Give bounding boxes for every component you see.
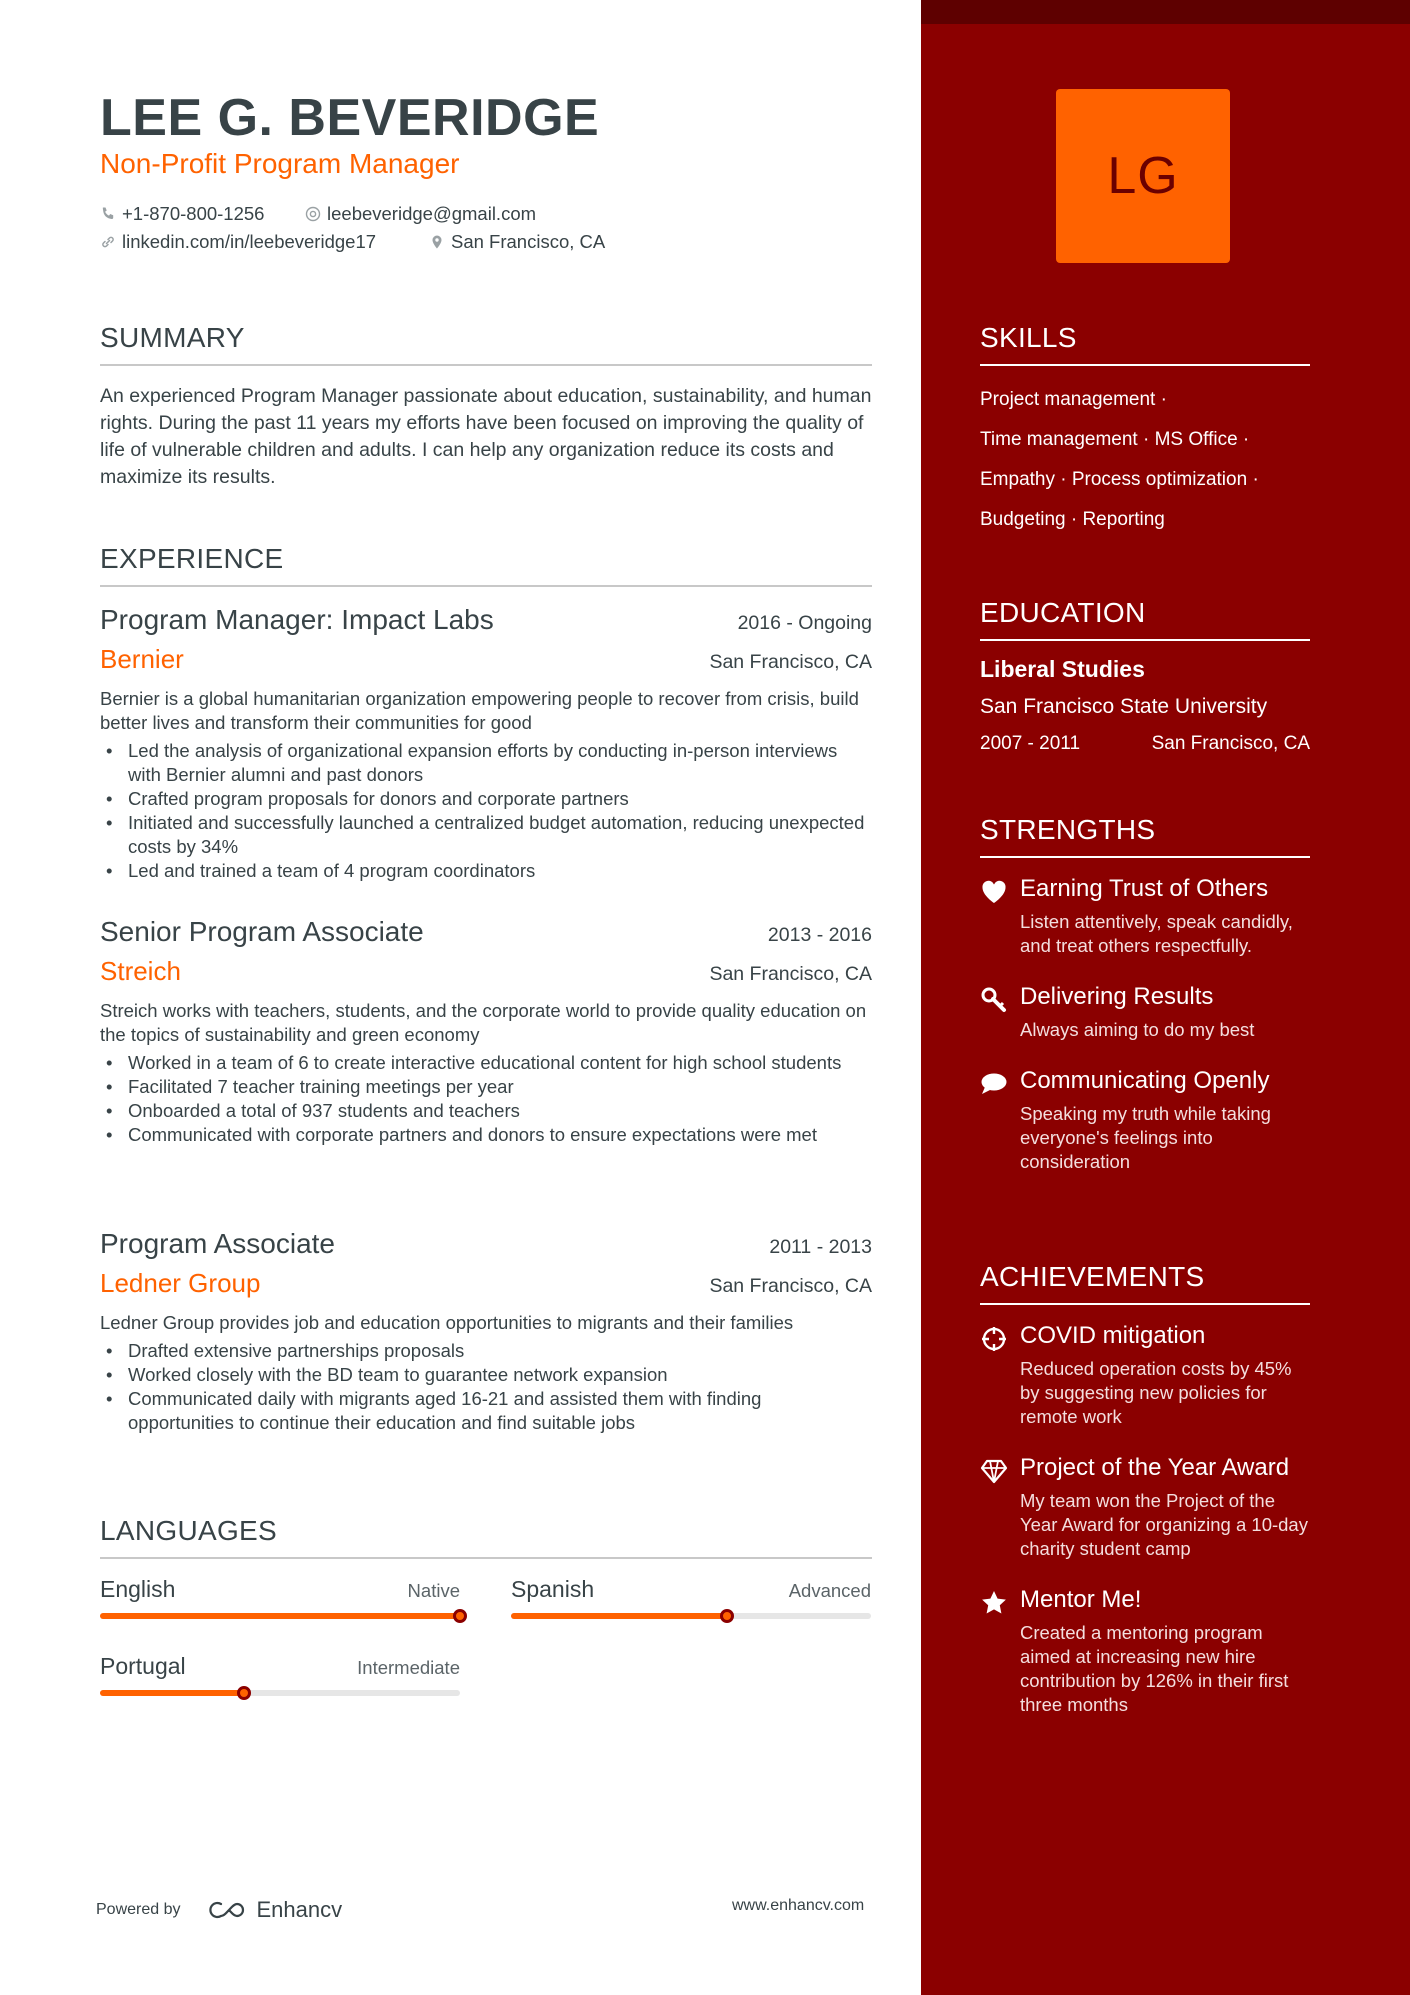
speech-bubble-icon xyxy=(980,1070,1008,1098)
job-entry xyxy=(100,1228,872,1435)
strength-item xyxy=(980,874,1310,958)
job-title: Program Manager: Impact Labs xyxy=(100,604,494,635)
linkedin-text: linkedin.com/in/leebeveridge17 xyxy=(122,231,377,252)
strength-title: Earning Trust of Others xyxy=(1020,875,1269,902)
strength-title: Communicating Openly xyxy=(1020,1067,1270,1094)
languages-title: LANGUAGES xyxy=(100,1515,872,1559)
education-title: EDUCATION xyxy=(980,597,1310,641)
achievement-desc: Created a mentoring program aimed at increasing new hire contribution by 126% in their first three months xyxy=(1020,1622,1289,1715)
phone-text: +1-870-800-1256 xyxy=(122,203,265,224)
summary-text: An experienced Program Manager passionate about education, sustainability, and human rights. During the past 11 years my efforts have been focused on improving the quality of life of vulnerable children and adults. I can help any organization reduce its costs and maximize its results. xyxy=(100,385,872,488)
strength-title: Delivering Results xyxy=(1020,983,1214,1010)
language-bar-fill xyxy=(100,1613,460,1619)
at-icon xyxy=(305,206,321,222)
footer-powered-by xyxy=(96,1897,342,1923)
achievement-title: Project of the Year Award xyxy=(1020,1454,1290,1481)
education-degree: Liberal Studies xyxy=(980,656,1145,682)
strength-item xyxy=(980,1066,1310,1174)
achievements-section xyxy=(980,1261,1310,1717)
powered-by-label: Powered by xyxy=(96,1901,181,1918)
language-level: Advanced xyxy=(788,1580,871,1601)
education-location: San Francisco, CA xyxy=(1151,733,1310,754)
footer-website[interactable] xyxy=(732,1897,864,1915)
contact-phone xyxy=(100,203,264,225)
skills-line: Project management · xyxy=(980,389,1167,410)
job-bullet: • Worked in a team of 6 to create interactive educational content for high school students xyxy=(100,1051,872,1075)
job-bullets xyxy=(100,739,872,883)
strengths-section xyxy=(980,814,1310,1174)
achievement-desc: My team won the Project of the Year Award for organizing a 10-day charity student camp xyxy=(1020,1490,1308,1559)
enhancv-logo-icon xyxy=(207,1898,255,1922)
job-date: 2011 - 2013 xyxy=(769,1236,872,1258)
strengths-title: STRENGTHS xyxy=(980,814,1310,858)
email-text: leebeveridge@gmail.com xyxy=(327,203,537,224)
brand-name: Enhancv xyxy=(256,1897,343,1922)
language-bar-track xyxy=(100,1613,460,1619)
language-name: English xyxy=(100,1576,176,1602)
job-company: Bernier xyxy=(100,644,184,674)
language-bar-track xyxy=(511,1613,871,1619)
language-bar-marker xyxy=(453,1609,467,1623)
job-location: San Francisco, CA xyxy=(709,651,872,673)
achievement-item xyxy=(980,1321,1310,1429)
job-bullet: • Initiated and successfully launched a centralized budget automation, reducing unexpected costs by 34% xyxy=(100,811,872,859)
job-title: Program Associate xyxy=(100,1228,335,1259)
language-name: Spanish xyxy=(511,1576,595,1602)
achievement-item xyxy=(980,1453,1310,1561)
job-bullet: • Led the analysis of organizational expansion efforts by conducting in-person interviews with Bernier alumni and past donors xyxy=(100,739,872,787)
job-description: Bernier is a global humanitarian organization empowering people to recover from crisis, build better lives and transform their communities for good xyxy=(100,688,859,733)
education-school: San Francisco State University xyxy=(980,695,1268,718)
language-level: Native xyxy=(407,1580,460,1601)
education-years: 2007 - 2011 xyxy=(980,733,1081,754)
job-company: Streich xyxy=(100,956,181,986)
heart-icon xyxy=(980,878,1008,906)
summary-title: SUMMARY xyxy=(100,322,872,366)
job-entry xyxy=(100,604,872,883)
contact-email xyxy=(305,203,536,225)
experience-title: EXPERIENCE xyxy=(100,543,872,587)
contact-linkedin xyxy=(100,231,376,253)
job-bullet: • Worked closely with the BD team to guarantee network expansion xyxy=(100,1363,872,1387)
skills-title: SKILLS xyxy=(980,322,1310,366)
skills-section xyxy=(980,322,1310,540)
job-date: 2013 - 2016 xyxy=(767,924,872,946)
job-company: Ledner Group xyxy=(100,1268,261,1298)
language-bar-marker xyxy=(720,1609,734,1623)
job-title: Senior Program Associate xyxy=(100,916,424,947)
job-bullet: • Communicated daily with migrants aged 16-21 and assisted them with finding opportunities to continue their education and find suitable jobs xyxy=(100,1387,872,1435)
contact-location xyxy=(429,231,605,253)
achievement-title: COVID mitigation xyxy=(1020,1322,1206,1349)
job-location: San Francisco, CA xyxy=(709,1275,872,1297)
education-section xyxy=(980,597,1310,755)
achievement-title: Mentor Me! xyxy=(1020,1586,1142,1613)
diamond-icon xyxy=(980,1457,1008,1485)
sidebar-top-band xyxy=(921,0,1410,24)
phone-icon xyxy=(100,206,116,222)
job-bullets xyxy=(100,1051,872,1147)
candidate-name: LEE G. BEVERIDGE xyxy=(100,89,600,147)
job-bullet: • Facilitated 7 teacher training meetings per year xyxy=(100,1075,872,1099)
language-bar-fill xyxy=(100,1690,244,1696)
language-level: Intermediate xyxy=(357,1657,460,1678)
job-bullet: • Crafted program proposals for donors and corporate partners xyxy=(100,787,872,811)
job-date: 2016 - Ongoing xyxy=(737,612,872,634)
language-bar-track xyxy=(100,1690,460,1696)
job-description: Ledner Group provides job and education opportunities to migrants and their families xyxy=(100,1312,794,1333)
language-item xyxy=(100,1653,460,1696)
skills-line: Empathy · Process optimization · xyxy=(980,469,1259,490)
star-icon xyxy=(980,1589,1008,1617)
job-description: Streich works with teachers, students, and the corporate world to provide quality education on the topics of sustainability and green economy xyxy=(100,1000,867,1045)
achievement-item xyxy=(980,1585,1310,1717)
strength-desc: Listen attentively, speak candidly, and treat others respectfully. xyxy=(1020,911,1293,956)
job-bullet: • Onboarded a total of 937 students and teachers xyxy=(100,1099,872,1123)
language-item xyxy=(100,1576,460,1619)
job-entry xyxy=(100,916,872,1147)
location-text: San Francisco, CA xyxy=(451,231,606,252)
language-name: Portugal xyxy=(100,1653,186,1679)
website-link[interactable]: www.enhancv.com xyxy=(732,1897,865,1914)
skills-line: Time management · MS Office · xyxy=(980,429,1250,450)
location-pin-icon xyxy=(429,234,445,250)
wrench-icon xyxy=(980,986,1008,1014)
crosshair-icon xyxy=(980,1325,1008,1353)
sidebar xyxy=(921,0,1410,1995)
strength-item xyxy=(980,982,1310,1042)
job-bullet: • Drafted extensive partnerships proposals xyxy=(100,1339,872,1363)
candidate-role: Non-Profit Program Manager xyxy=(100,148,460,179)
language-bar-fill xyxy=(511,1613,727,1619)
job-bullet: • Led and trained a team of 4 program coordinators xyxy=(100,859,872,883)
language-item xyxy=(511,1576,871,1619)
strength-desc: Always aiming to do my best xyxy=(1020,1019,1255,1040)
job-location: San Francisco, CA xyxy=(709,963,872,985)
skills-line: Budgeting · Reporting xyxy=(980,509,1165,530)
achievement-desc: Reduced operation costs by 45% by suggesting new policies for remote work xyxy=(1020,1358,1292,1427)
job-bullets xyxy=(100,1339,872,1435)
link-icon xyxy=(100,234,116,250)
initials-avatar: LG xyxy=(1056,89,1230,263)
strength-desc: Speaking my truth while taking everyone's feelings into consideration xyxy=(1020,1103,1271,1172)
language-bar-marker xyxy=(237,1686,251,1700)
achievements-title: ACHIEVEMENTS xyxy=(980,1261,1310,1305)
job-bullet: • Communicated with corporate partners and donors to ensure expectations were met xyxy=(100,1123,872,1147)
